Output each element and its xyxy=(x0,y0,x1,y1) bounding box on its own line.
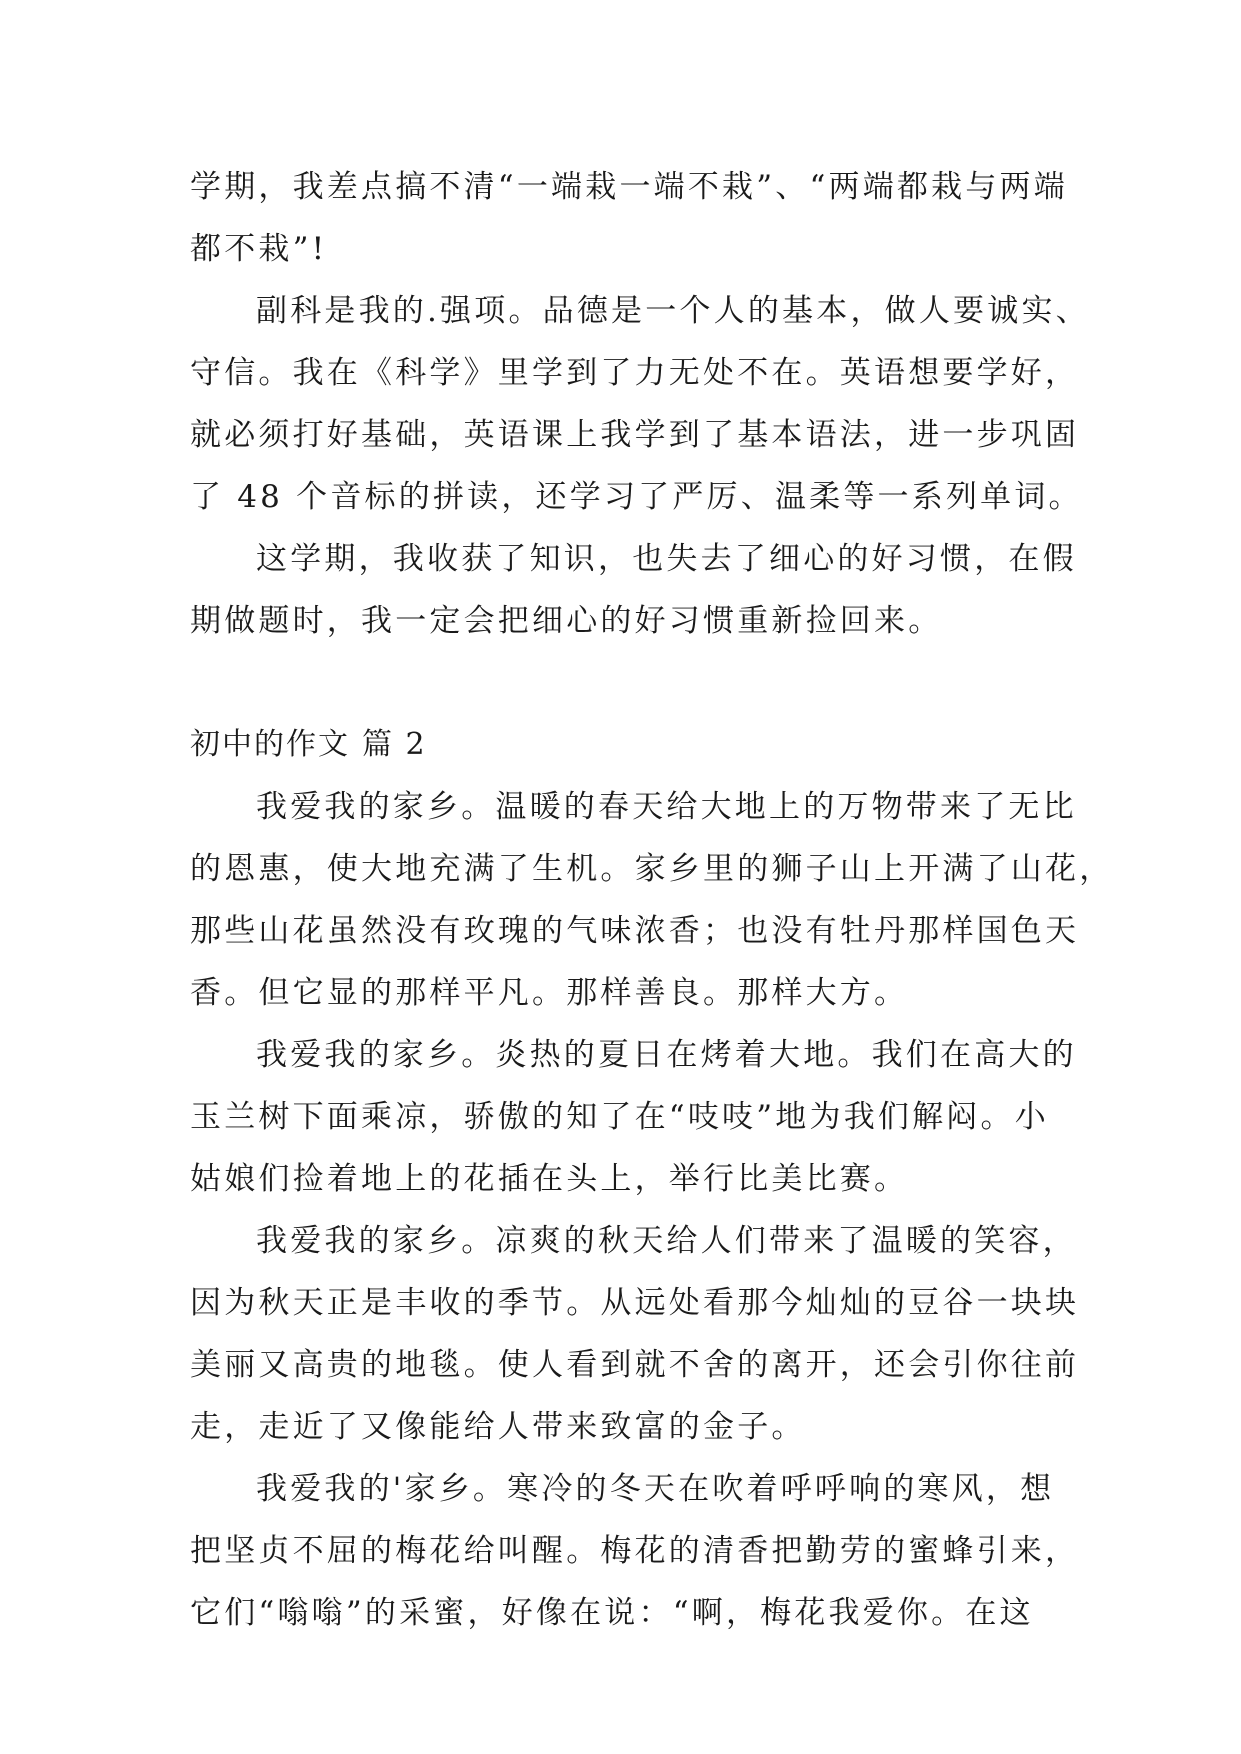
text-line: 守信。我在《科学》里学到了力无处不在。英语想要学好， xyxy=(190,355,1080,391)
text-line: 那些山花虽然没有玫瑰的气味浓香；也没有牡丹那样国色天 xyxy=(190,913,1080,949)
paragraph-start-line: 我爱我的家乡。温暖的春天给大地上的万物带来了无比 xyxy=(256,789,1077,825)
document-page xyxy=(190,156,1114,1644)
essay-section-1 xyxy=(190,156,1090,652)
paragraph-start-line: 我爱我的家乡。炎热的夏日在烤着大地。我们在高大的 xyxy=(256,1037,1077,1073)
text-line: 了 48 个音标的拼读，还学习了严厉、温柔等一系列单词。 xyxy=(190,479,1083,515)
text-line: 就必须打好基础，英语课上我学到了基本语法，进一步巩固 xyxy=(190,417,1080,453)
text-line: 期做题时，我一定会把细心的好习惯重新捡回来。 xyxy=(190,603,943,639)
paragraph-start-line: 这学期，我收获了知识，也失去了细心的好习惯，在假 xyxy=(256,541,1077,577)
section-heading xyxy=(190,714,1060,776)
text-line: 姑娘们捡着地上的花插在头上，举行比美比赛。 xyxy=(190,1161,909,1197)
heading-number: 篇 2 xyxy=(362,727,427,762)
text-line: 的恩惠，使大地充满了生机。家乡里的狮子山上开满了山花， xyxy=(190,851,1114,887)
text-line: 都不栽”! xyxy=(190,231,328,267)
text-line: 香。但它显的那样平凡。那样善良。那样大方。 xyxy=(190,975,909,1011)
text-line: 美丽又高贵的地毯。使人看到就不舍的离开，还会引你往前 xyxy=(190,1347,1080,1383)
text-line: 它们“嗡嗡”的采蜜，好像在说：“啊，梅花我爱你。在这 xyxy=(190,1595,1034,1631)
text-line: 把坚贞不屈的梅花给叫醒。梅花的清香把勤劳的蜜蜂引来， xyxy=(190,1533,1080,1569)
paragraph-start-line: 我爱我的'家乡。寒冷的冬天在吹着呼呼响的寒风，想 xyxy=(256,1471,1055,1507)
paragraph-start-line: 我爱我的家乡。凉爽的秋天给人们带来了温暖的笑容， xyxy=(256,1223,1077,1259)
essay-section-2 xyxy=(190,776,1114,1644)
text-line: 学期，我差点搞不清“一端栽一端不栽”、“两端都栽与两端 xyxy=(190,169,1068,205)
paragraph-start-line: 副科是我的.强项。品德是一个人的基本，做人要诚实、 xyxy=(256,293,1090,329)
text-line: 玉兰树下面乘凉，骄傲的知了在“吱吱”地为我们解闷。小 xyxy=(190,1099,1049,1135)
heading-title: 初中的作文 xyxy=(190,727,350,762)
text-line: 因为秋天正是丰收的季节。从远处看那今灿灿的豆谷一块块 xyxy=(190,1285,1080,1321)
text-line: 走，走近了又像能给人带来致富的金子。 xyxy=(190,1409,806,1445)
